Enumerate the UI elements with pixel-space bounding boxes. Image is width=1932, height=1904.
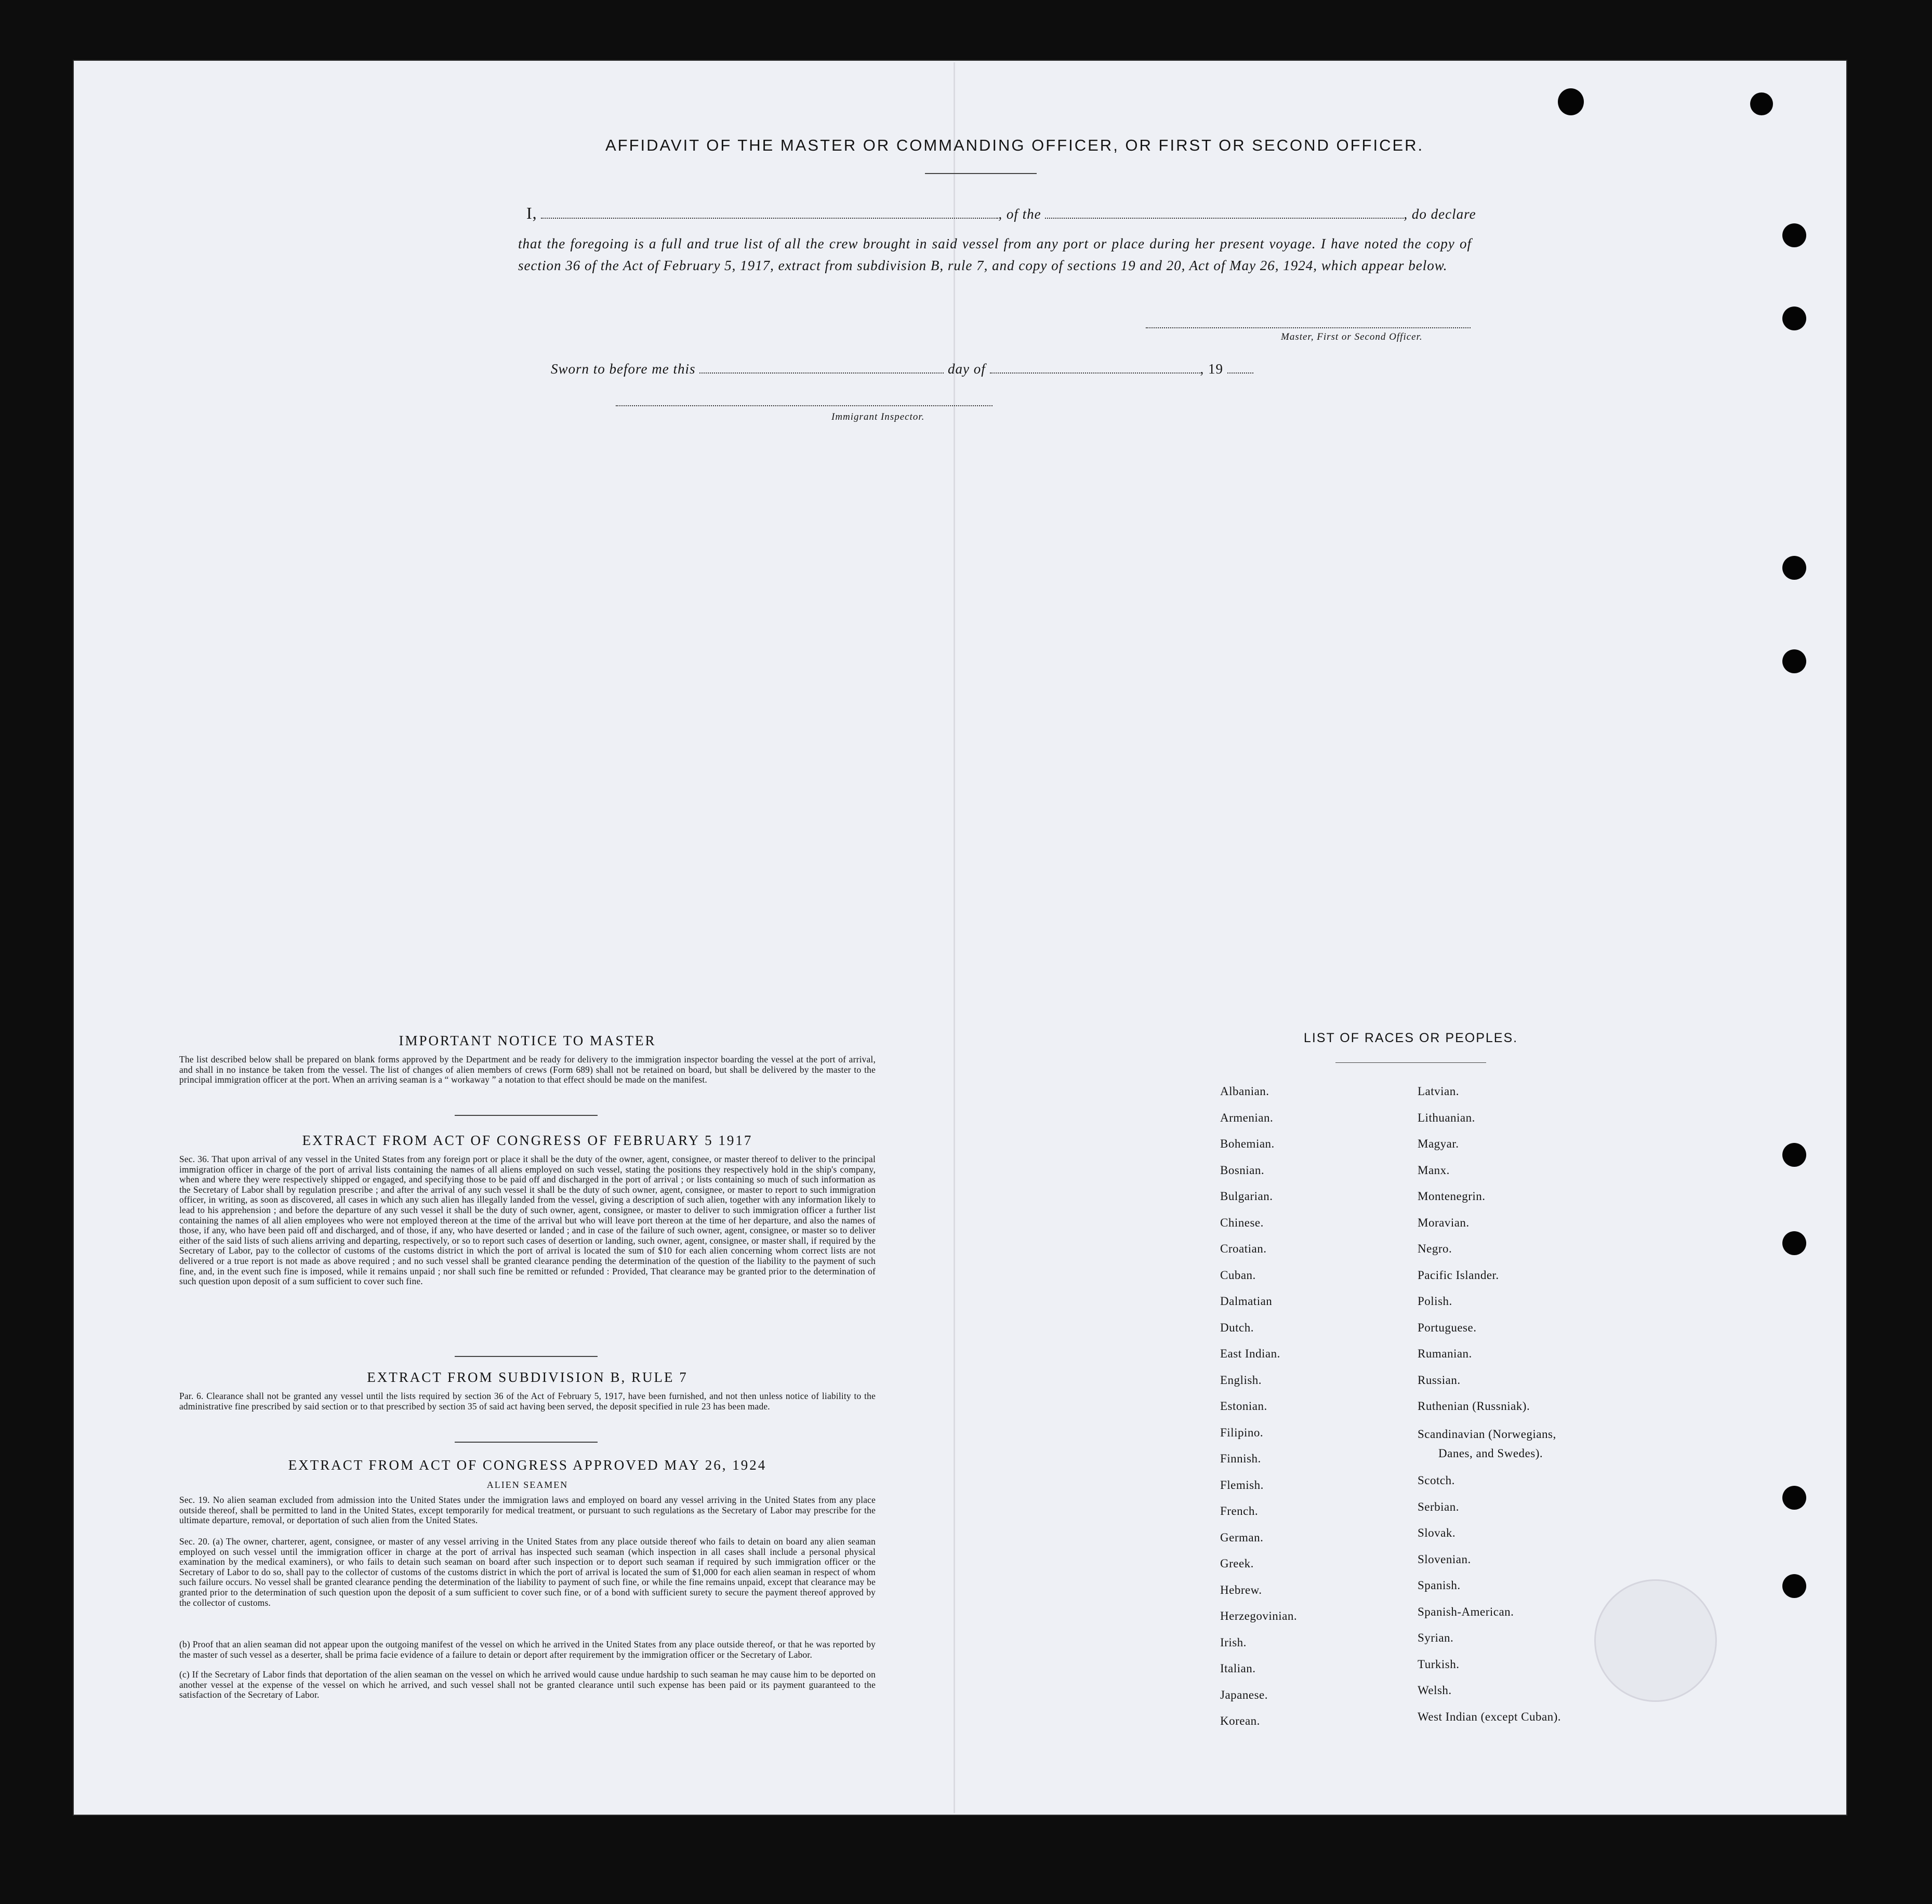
race-item: Moravian. [1418,1216,1470,1229]
do-declare-label: , do declare [1404,206,1476,222]
notice-title: IMPORTANT NOTICE TO MASTER [399,1033,656,1048]
sworn-line [551,361,1253,377]
inspector-caption: Immigrant Inspector. [831,411,925,422]
race-item: Montenegrin. [1418,1190,1486,1203]
alien-seamen-subtitle: ALIEN SEAMEN [486,1480,568,1490]
sworn-month-field[interactable] [990,372,1200,374]
race-item: Lithuanian. [1418,1111,1475,1124]
race-item: Polish. [1418,1295,1452,1308]
race-item: Croatian. [1220,1242,1267,1255]
race-item: Turkish. [1418,1657,1460,1671]
subdivision-b-title: EXTRACT FROM SUBDIVISION B, RULE 7 [367,1369,688,1385]
vessel-field[interactable] [1045,218,1404,219]
of-the-label: , of the [998,206,1041,222]
race-item: Syrian. [1418,1631,1454,1644]
sworn-label: Sworn to before me this [551,361,696,377]
section-rule [455,1356,598,1357]
sworn-day-field[interactable] [699,372,944,374]
punch-hole [1782,649,1806,673]
notice-text: The list described below shall be prepared on blank forms approved by the Department and be ready for delivery to the immigration inspector boarding the vessel at the port of arrival, and shall in no instance be taken from the vessel. The list of changes of alien members of crews (Form 689) shall not be retained on board, but shall be delivered by the master to the principal immigration officer at the port. When an arriving seaman is a “ workaway ” a notation to that effect should be made on the manifest. [179,1054,876,1085]
race-item: Filipino. [1220,1426,1264,1439]
affidavit-title: AFFIDAVIT OF THE MASTER OR COMMANDING OFFICER, OR FIRST OR SECOND OFFICER. [605,136,1424,154]
punch-hole [1782,1574,1806,1598]
punch-hole [1782,307,1806,330]
race-item: Pacific Islander. [1418,1268,1499,1282]
race-item: Herzegovinian. [1220,1609,1298,1622]
race-item: Ruthenian (Russniak). [1418,1400,1530,1413]
races-title-rule [1335,1062,1486,1063]
section-19-text: Sec. 19. No alien seaman excluded from admission into the United States under the immigration laws and employed on board any vessel arriving in the United States from any place outside thereof, shall be permitted to land in the United States, except temporarily for medical treatment, or pursuant to such regulations as the Secretary of Labor may prescribe for the ultimate departure, removal, or deportation of such alien from the United States. [179,1495,876,1526]
race-item: Negro. [1418,1242,1452,1255]
race-item: German. [1220,1530,1264,1544]
race-item: Slovak. [1418,1526,1456,1539]
race-item: Chinese. [1220,1216,1264,1229]
race-item: Scotch. [1418,1474,1455,1487]
race-item: Italian. [1220,1662,1256,1675]
race-item: Bohemian. [1220,1137,1275,1150]
race-item: Finnish. [1220,1452,1261,1465]
race-item: Danes, and Swedes). [1438,1447,1543,1460]
section-rule [455,1442,598,1443]
master-signature-field[interactable] [1146,327,1471,328]
declaration-text: that the foregoing is a full and true list of all the crew brought in said vessel from any port or place during her present voyage. I have noted the copy of section 36 of the Act of February 5, 1917, extract from subdivision B, rule 7, and copy of sections 19 and 20, Act of May 26, 1924, which appear below. [518,236,1472,273]
name-field[interactable] [541,218,998,219]
race-item: Bosnian. [1220,1163,1265,1177]
race-item: Scandinavian (Norwegians, [1418,1428,1556,1441]
race-item: Serbian. [1418,1500,1460,1513]
race-item: Flemish. [1220,1478,1264,1492]
punch-hole [1782,1143,1806,1167]
race-item: Portuguese. [1418,1321,1477,1334]
races-title: LIST OF RACES OR PEOPLES. [1303,1031,1518,1045]
race-item: Hebrew. [1220,1583,1262,1596]
inspector-signature-field[interactable] [616,405,993,406]
punch-hole [1782,1486,1806,1510]
race-item: Russian. [1418,1373,1461,1387]
race-item: Dutch. [1220,1321,1254,1334]
declaration-line [526,204,1476,223]
race-item: Magyar. [1418,1137,1459,1150]
race-item: Dalmatian [1220,1295,1273,1308]
race-item: Spanish. [1418,1579,1461,1592]
page-fold [954,62,955,1813]
race-item: East Indian. [1220,1347,1280,1360]
race-item: Irish. [1220,1635,1247,1649]
extract-1917-text: Sec. 36. That upon arrival of any vessel in the United States from any foreign port or place it shall be the duty of the owner, agent, consignee, or master thereof to deliver to the principal immigration officer in charge of the port of arrival lists containing the names of all aliens employed on such vessel, stating the positions they respectively hold in the ship's company, when and where they were respectively shipped or engaged, and specifying those to be paid off and discharged in the port of arrival ; or lists containing so much of such information as the Secretary of Labor shall by regulation prescribe ; and after the arrival of any such vessel it shall be the duty of such owner, agent, consignee, or master to report to such immigration officer, in writing, as soon as discovered, all cases in which any such alien has illegally landed from the vessel, giving a description of such alien, together with any information likely to lead to his apprehension ; and before the departure of any such vessel it shall be the duty of such owner, agent, consignee, or master to deliver to such immigration officer a further list containing the names of all alien employees who were not employed thereon at the time of the arrival but who will leave port thereon at the time of her departure, and also the names of those, if any, who have been paid off and discharged, and of those, if any, who have deserted or landed ; and in case of the failure of such owner, agent, consignee, or master so to deliver either of the said lists of such aliens arriving and departing, respectively, or so to report such cases of desertion or landing, such owner, agent, consignee, or master shall, if required by the Secretary of Labor, pay to the collector of customs of the customs district in which the port of arrival is located the sum of $10 for each alien concerning whom correct lists are not delivered or a true report is not made as above required ; and no such vessel shall be granted clearance pending the determination of the question of the liability to the payment of such fine, and, in the event such fine is imposed, while it remains unpaid ; nor shall such fine be remitted or refunded : Provided, That clearance may be granted prior to the determination of such question upon deposit of a sum sufficient to cover such fine. [179,1154,876,1287]
race-item: French. [1220,1504,1259,1517]
section-rule [455,1115,598,1116]
race-item: Spanish-American. [1418,1605,1514,1618]
race-item: Japanese. [1220,1688,1268,1701]
race-item: Albanian. [1220,1085,1269,1098]
title-rule [925,173,1037,174]
section-20a-text: Sec. 20. (a) The owner, charterer, agent, consignee, or master of any vessel arriving in the United States from any place outside thereof who fails to detain on board any alien seaman employed on such vessel until the immigration officer in charge at the port of arrival has inspected such seaman (which inspection in all cases shall include a personal physical examination by the medical examiners), or who fails to detain such seaman on board after such inspection or to deport such seaman if required by such immigration officer or the Secretary of Labor to do so, shall pay to the collector of customs of the customs district in which the port of arrival is located the sum of $1,000 for each alien seaman in respect of whom such failure occurs. No vessel shall be granted clearance pending the determination of the liability to payment of such fine, or while the fine remains unpaid, except that clearance may be granted prior to the determination of such question upon the deposit of a sum sufficient to cover such fine, or of a bond with sufficient surety to secure the payment thereof approved by the collector of customs. [179,1536,876,1608]
race-item: Greek. [1220,1557,1254,1570]
race-item: English. [1220,1373,1262,1387]
extract-1917-title: EXTRACT FROM ACT OF CONGRESS OF FEBRUARY 5 1917 [302,1133,753,1148]
race-item: Welsh. [1418,1684,1452,1697]
race-item: Manx. [1418,1163,1450,1177]
race-item: Rumanian. [1418,1347,1472,1360]
race-item: Slovenian. [1418,1552,1471,1566]
punch-hole [1782,1231,1806,1255]
extract-1924-title: EXTRACT FROM ACT OF CONGRESS APPROVED MAY 26, 1924 [288,1457,767,1473]
sworn-year-field[interactable] [1227,372,1253,374]
day-of-label: day of [948,361,986,377]
master-caption: Master, First or Second Officer. [1281,331,1423,342]
race-item: Cuban. [1220,1268,1256,1282]
race-item: Korean. [1220,1714,1260,1727]
punch-hole [1750,92,1773,115]
section-20b-text: (b) Proof that an alien seaman did not appear upon the outgoing manifest of the vessel on which he arrived in the United States from any place outside thereof, or that he was reported by the master of such vessel as a deserter, shall be prima facie evidence of a failure to detain or deport after requirement by the immigration officer or the Secretary of Labor. [179,1639,876,1660]
race-item: Armenian. [1220,1111,1274,1124]
section-20c-text: (c) If the Secretary of Labor finds that deportation of the alien seaman on the vessel on which he arrived would cause undue hardship to such seaman he may cause him to be deported on another vessel at the expense of the vessel on which he arrived, and such vessel shall not be granted clearance until such expense has been paid or its payment guaranteed to the satisfaction of the Secretary of Labor. [179,1669,876,1700]
race-item: Latvian. [1418,1085,1459,1098]
subdivision-b-text: Par. 6. Clearance shall not be granted any vessel until the lists required by section 36 of the Act of February 5, 1917, have been furnished, and not then unless notice of liability to the administrative fine prescribed by said section or to that prescribed by section 35 of said act having been served, the deposit specified in rule 23 has been made. [179,1391,876,1412]
punch-hole [1558,88,1584,115]
embossed-seal [1594,1579,1717,1702]
year-label: , 19 [1200,361,1223,377]
i-label: I, [526,204,537,222]
punch-hole [1782,223,1806,247]
race-item: Bulgarian. [1220,1190,1273,1203]
punch-hole [1782,556,1806,580]
race-item: Estonian. [1220,1400,1267,1413]
race-item: West Indian (except Cuban). [1418,1710,1562,1723]
